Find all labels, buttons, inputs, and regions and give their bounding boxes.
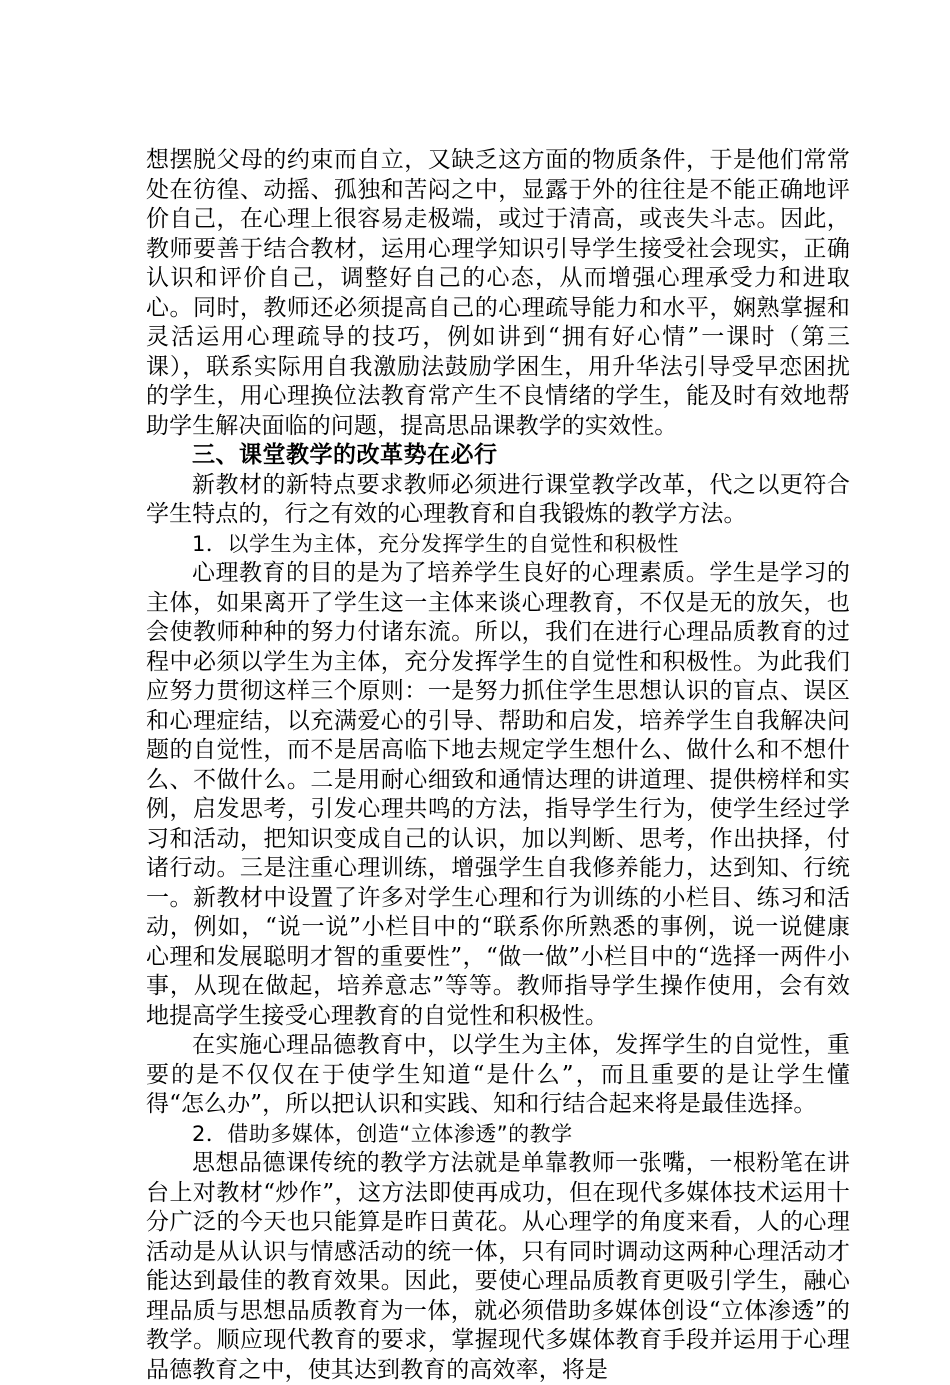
paragraph-subject-principles: 心理教育的目的是为了培养学生良好的心理素质。学生是学习的主体，如果离开了学生这一主体来谈心理教育，不仅是无的放矢，也会使教师种种的努力付诸东流。所以，我们在进行心理品质教育的过程中必须以学生为主体，充分发挥学生的自觉性和积极性。为此我们应努力贯彻这样三个原则：一是努力抓住学生思想认识的盲点、误区和心理症结，以充满爱心的引导、帮助和启发，培养学生自我解决问题的自觉性，而不是居高临下地去规定学生想什么、做什么和不想什么、不做什么。二是用耐心细致和通情达理的讲道理、提供榜样和实例，启发思考，引发心理共鸣的方法，指导学生行为，使学生经过学习和活动，把知识变成自己的认识，加以判断、思考，作出抉择，付诸行动。三是注重心理训练，增强学生自我修养能力，达到知、行统一。新教材中设置了许多对学生心理和行为训练的小栏目、练习和活动，例如，“说一说”小栏目中的“联系你所熟悉的事例，说一说健康心理和发展聪明才智的重要性”，“做一做”小栏目中的“选择一两件小事，从现在做起，培养意志”等等。教师指导学生操作使用，会有效地提高学生接受心理教育的自觉性和积极性。 (146, 560, 850, 1029)
section-heading-3: 三、课堂教学的改革势在必行 (192, 442, 498, 468)
document-page (146, 146, 850, 1385)
paragraph-continuation: 想摆脱父母的约束而自立，又缺乏这方面的物质条件，于是他们常常处在彷徨、动摇、孤独和苦闷之中，显露于外的往往是不能正确地评价自己，在心理上很容易走极端，或过于清高，或丧失斗志。因此，教师要善于结合教材，运用心理学知识引导学生接受社会现实，正确认识和评价自己，调整好自己的心态，从而增强心理承受力和进取心。同时，教师还必须提高自己的心理疏导能力和水平，娴熟掌握和灵活运用心理疏导的技巧，例如讲到“拥有好心情”一课时（第三课），联系实际用自我激励法鼓励学困生，用升华法引导受早恋困扰的学生，用心理换位法教育常产生不良情绪的学生，能及时有效地帮助学生解决面临的问题，提高思品课教学的实效性。 (146, 147, 850, 439)
paragraph-multimedia: 思想品德课传统的教学方法就是单靠教师一张嘴，一根粉笔在讲台上对教材“炒作”，这方法即使再成功，但在现代多媒体技术运用十分广泛的今天也只能算是昨日黄花。从心理学的角度来看，人的心理活动是从认识与情感活动的统一体，只有同时调动这两种心理活动才能达到最佳的教育效果。因此，要使心理品质教育更吸引学生，融心理品质与思想品质教育为一体，就必须借助多媒体创设“立体渗透”的教学。顺应现代教育的要求，掌握现代多媒体教育手段并运用于心理品德教育之中，使其达到教育的高效率，将是 (146, 1150, 850, 1383)
subheading-1: 1．以学生为主体，充分发挥学生的自觉性和积极性 (192, 531, 679, 556)
paragraph-section-intro: 新教材的新特点要求教师必须进行课堂教学改革，代之以更符合学生特点的，行之有效的心理教育和自我锻炼的教学方法。 (146, 471, 850, 527)
subheading-2: 2．借助多媒体，创造“立体渗透”的教学 (192, 1121, 573, 1146)
paragraph-implementation: 在实施心理品德教育中，以学生为主体，发挥学生的自觉性，重要的是不仅仅在于使学生知道“是什么”，而且重要的是让学生懂得“怎么办”，所以把认识和实践、知和行结合起来将是最佳选择。 (146, 1032, 850, 1117)
